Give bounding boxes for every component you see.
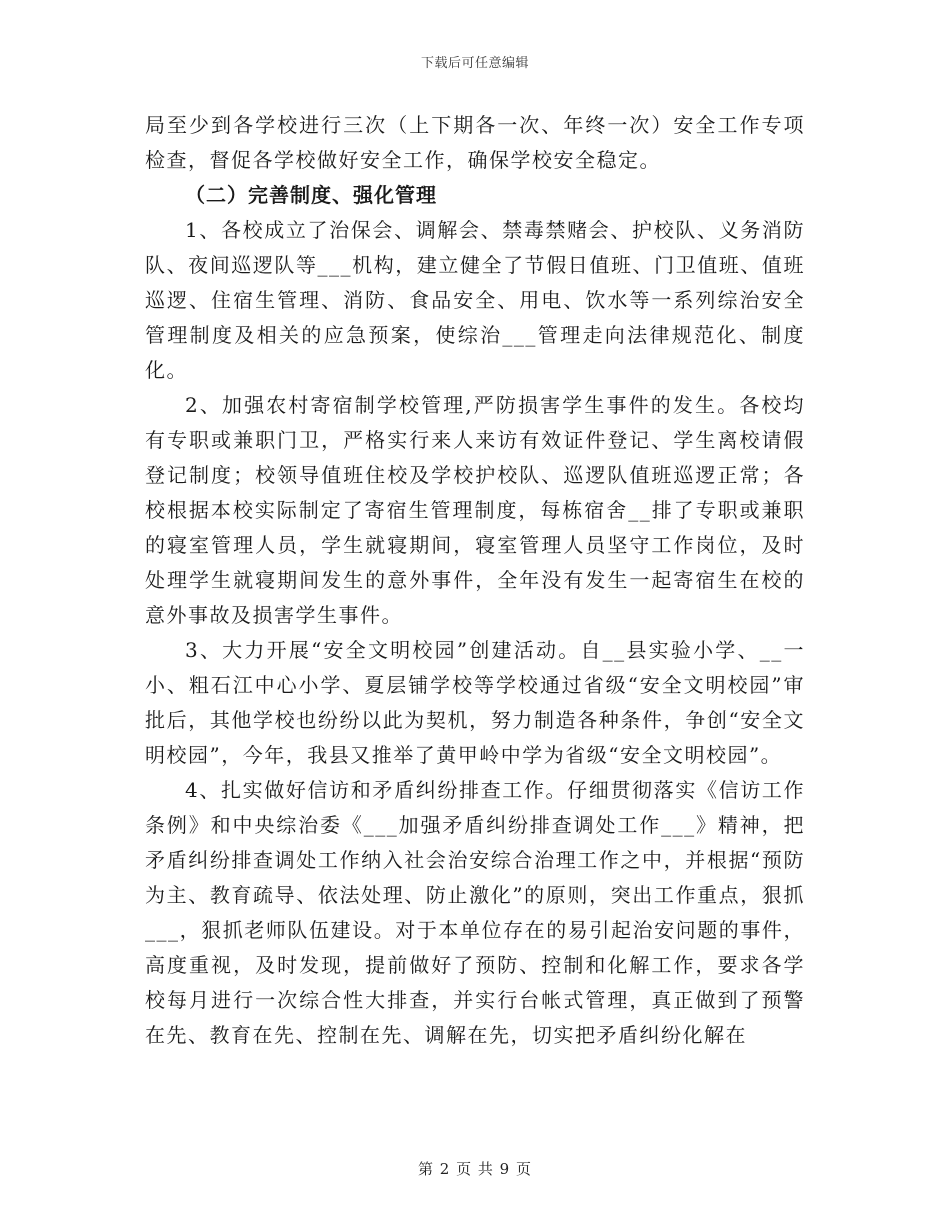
- page-header: 下载后可任意编辑: [420, 56, 529, 71]
- page-number-footer: 第 2 页 共 9 页: [418, 1160, 532, 1178]
- paragraph-1: 1、各校成立了治保会、调解会、禁毒禁赌会、护校队、义务消防队、夜间巡逻队等___机构，建立健全了节假日值班、门卫值班、值班巡逻、住宿生管理、消防、食品安全、用电、饮水等一系列综治安全管理制度及相关的应急预案，使综治___管理走向法律规范化、制度化。: [145, 218, 805, 382]
- paragraph-2: 2、加强农村寄宿制学校管理,严防损害学生事件的发生。各校均有专职或兼职门卫，严格实行来人来访有效证件登记、学生离校请假登记制度；校领导值班住校及学校护校队、巡逻队值班巡逻正常；各校根据本校实际制定了寄宿生管理制度，每栋宿舍__排了专职或兼职的寝室管理人员，学生就寝期间，寝室管理人员坚守工作岗位，及时处理学生就寝期间发生的意外事件，全年没有发生一起寄宿生在校的意外事故及损害学生事件。: [145, 393, 805, 627]
- paragraph-3: 3、大力开展“安全文明校园”创建活动。自__县实验小学、__一小、粗石江中心小学、夏层铺学校等学校通过省级“安全文明校园”审批后，其他学校也纷纷以此为契机，努力制造各种条件，争创“安全文明校园”，今年，我县又推举了黄甲岭中学为省级“安全文明校园”。: [145, 638, 805, 767]
- paragraph-4: 4、扎实做好信访和矛盾纠纷排查工作。仔细贯彻落实《信访工作条例》和中央综治委《___加强矛盾纠纷排查调处工作___》精神，把矛盾纠纷排查调处工作纳入社会治安综合治理工作之中，并根据“预防为主、教育疏导、依法处理、防止激化”的原则，突出工作重点，狠抓___，狠抓老师队伍建设。对于本单位存在的易引起治安问题的事件，高度重视，及时发现，提前做好了预防、控制和化解工作，要求各学校每月进行一次综合性大排查，并实行台帐式管理，真正做到了预警在先、教育在先、控制在先、调解在先，切实把矛盾纠纷化解在: [145, 778, 805, 1047]
- section-heading: （二）完善制度、强化管理: [185, 183, 437, 207]
- document-body: [145, 108, 805, 1053]
- paragraph-continuation: 局至少到各学校进行三次（上下期各一次、年终一次）安全工作专项检查，督促各学校做好安全工作，确保学校安全稳定。: [145, 113, 805, 172]
